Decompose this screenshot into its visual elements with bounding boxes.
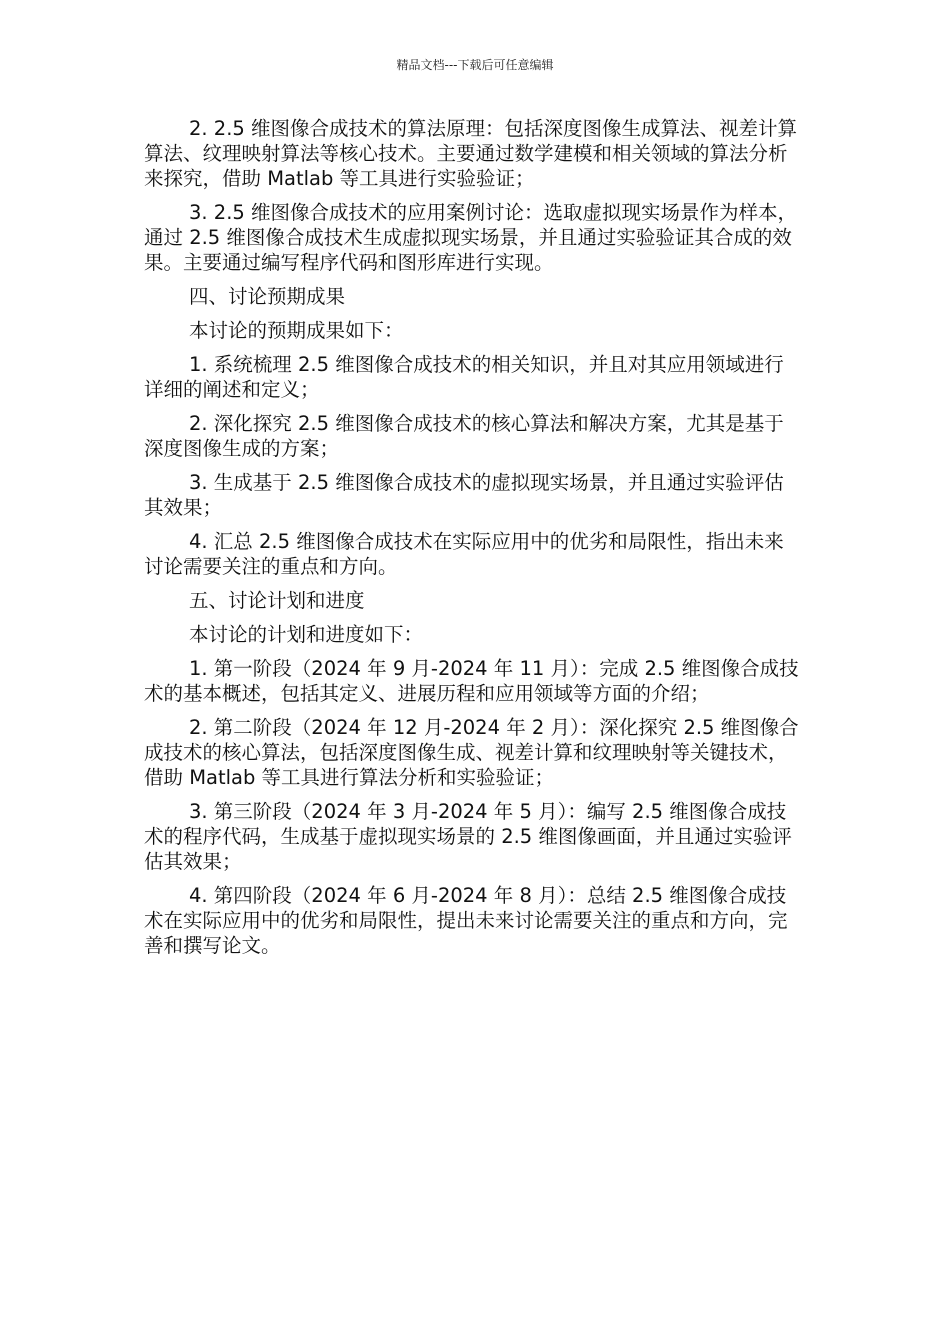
paragraph-application-cases: 3. 2.5 维图像合成技术的应用案例讨论：选取虚拟现实场景作为样本，通过 2.5 维图像合成技术生成虚拟现实场景，并且通过实验验证其合成的效果。主要通过编写程序代码和图形库进行实现。 [144, 201, 798, 274]
paragraph-result-4: 4. 汇总 2.5 维图像合成技术在实际应用中的优劣和局限性，指出未来讨论需要关注的重点和方向。 [144, 530, 784, 578]
document-body [144, 116, 800, 967]
paragraph-algorithm-principles: 2. 2.5 维图像合成技术的算法原理：包括深度图像生成算法、视差计算算法、纹理映射算法等核心技术。主要通过数学建模和相关领域的算法分析来探究，借助 Matlab 等工具进行实验验证； [144, 117, 798, 190]
paragraph-stage-1: 1. 第一阶段（2024 年 9 月-2024 年 11 月）：完成 2.5 维图像合成技术的基本概述，包括其定义、进展历程和应用领域等方面的介绍； [144, 657, 799, 705]
paragraph-result-1: 1. 系统梳理 2.5 维图像合成技术的相关知识，并且对其应用领域进行详细的阐述和定义； [144, 353, 784, 401]
section-heading-expected-results: 四、讨论预期成果 [189, 285, 346, 308]
paragraph-stage-4: 4. 第四阶段（2024 年 6 月-2024 年 8 月）：总结 2.5 维图像合成技术在实际应用中的优劣和局限性，提出未来讨论需要关注的重点和方向，完善和撰写论文。 [144, 884, 788, 957]
page-header: 精品文档---下载后可任意编辑 [396, 58, 554, 72]
paragraph-result-2: 2. 深化探究 2.5 维图像合成技术的核心算法和解决方案，尤其是基于深度图像生成的方案； [144, 412, 784, 460]
paragraph-stage-3: 3. 第三阶段（2024 年 3 月-2024 年 5 月）：编写 2.5 维图像合成技术的程序代码，生成基于虚拟现实场景的 2.5 维图像画面，并且通过实验评估其效果； [144, 800, 792, 873]
section-heading-plan-progress: 五、讨论计划和进度 [189, 589, 365, 612]
paragraph-result-3: 3. 生成基于 2.5 维图像合成技术的虚拟现实场景，并且通过实验评估其效果； [144, 471, 784, 519]
paragraph-plan-intro: 本讨论的计划和进度如下： [189, 623, 424, 646]
paragraph-expected-results-intro: 本讨论的预期成果如下： [189, 319, 404, 342]
paragraph-stage-2: 2. 第二阶段（2024 年 12 月-2024 年 2 月）：深化探究 2.5 维图像合成技术的核心算法，包括深度图像生成、视差计算和纹理映射等关键技术，借助 Matlab 等工具进行算法分析和实验验证； [144, 716, 799, 789]
